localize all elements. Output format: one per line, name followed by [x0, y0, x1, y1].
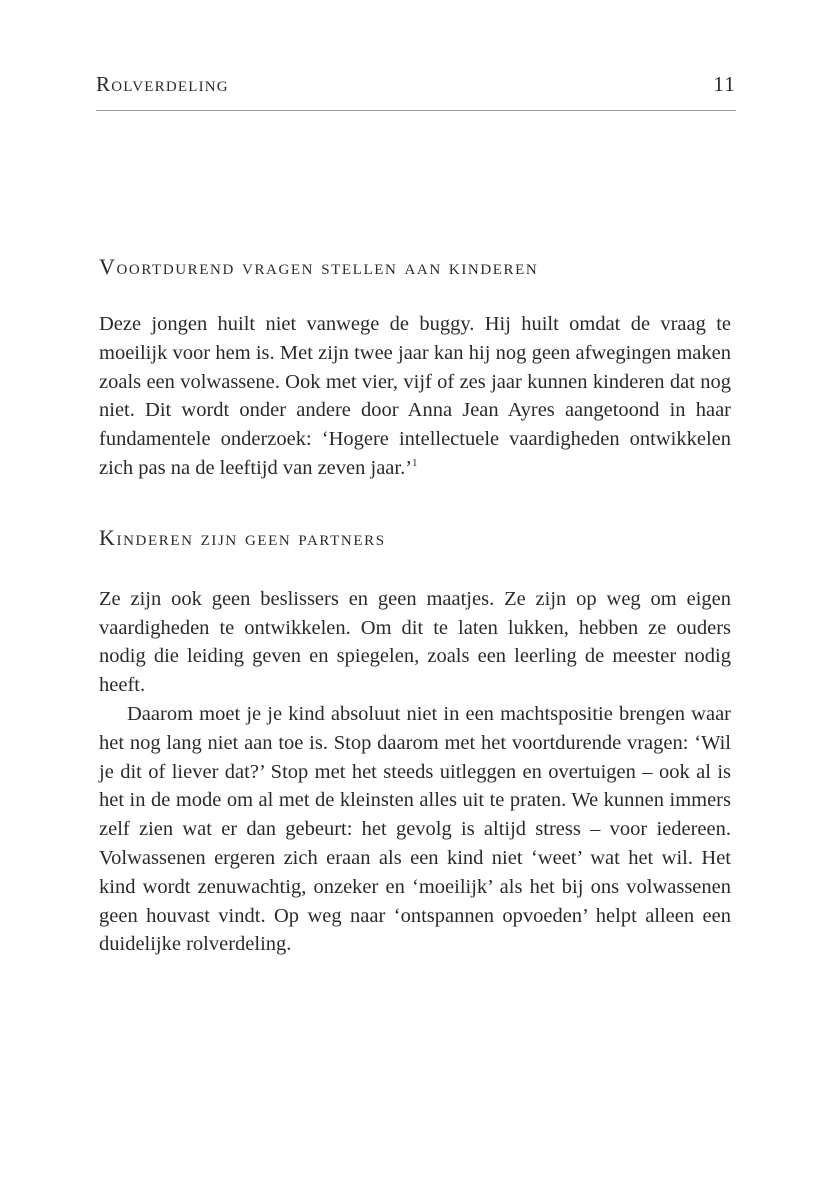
running-header	[96, 72, 736, 97]
section-heading-partners: Kinderen zijn geen partners	[99, 524, 386, 550]
section-heading-questions: Voortdurend vragen stellen aan kinderen	[99, 254, 539, 279]
footnote-reference: 1	[412, 457, 418, 470]
paragraph-questions-text: Deze jongen huilt niet vanwege de buggy. Hij huilt omdat de vraag te moeilijk voor hem is. Met zijn twee jaar kan hij nog geen afwegingen maken zoals een volwassene. Ook met vier, vijf of zes jaar kunnen kinderen dat nog niet. Dit wordt onder andere door Anna Jean Ayres aangetoond in haar fundamentele onderzoek: ‘Hogere intellectuele vaardigheden ontwikkelen zich pas na de leeftijd van zeven jaar.’	[99, 313, 731, 479]
chapter-title: Rolverdeling	[96, 72, 229, 96]
page-body	[99, 252, 731, 959]
header-rule	[96, 110, 736, 111]
paragraph-questions	[99, 310, 731, 483]
paragraph-partners-1: Ze zijn ook geen beslissers en geen maatjes. Ze zijn op weg om eigen vaardigheden te ontwikkelen. Om dit te laten lukken, hebben ze ouders nodig die leiding geven en spiegelen, zoals een leerling de meester nodig heeft.	[99, 587, 731, 697]
paragraph-partners-2: Daarom moet je je kind absoluut niet in een machtspositie brengen waar het nog lang niet aan toe is. Stop daarom met het voortdurende vragen: ‘Wil je dit of liever dat?’ Stop met het steeds uitleggen en overtuigen – ook al is het in de mode om al met de kleinsten alles uit te praten. We kunnen immers zelf zien wat er dan gebeurt: het gevolg is altijd stress – voor iedereen. Volwassenen ergeren zich eraan als een kind niet ‘weet’ wat het wil. Het kind wordt zenuwachtig, onzeker en ‘moeilijk’ als het bij ons volwassenen geen houvast vindt. Op weg naar ‘ontspannen opvoeden’ helpt alleen een duidelijke rolverdeling.	[99, 702, 731, 956]
page-number: 11	[713, 72, 736, 96]
